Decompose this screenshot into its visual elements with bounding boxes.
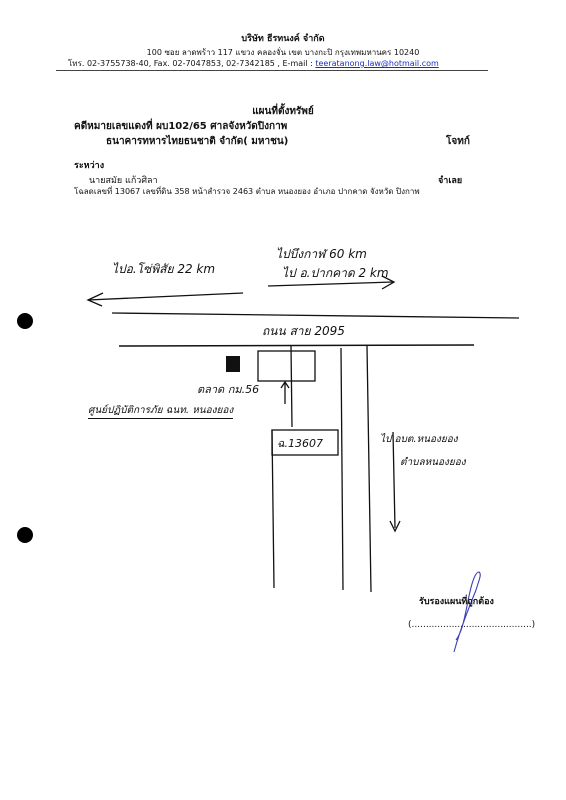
plaintiff-name: ธนาคารทหารไทยธนชาติ จำกัด( มหาชน) [106,136,289,147]
market-box [258,351,315,381]
email-link[interactable]: teeratanong.law@hotmail.com [315,59,439,68]
defendant-name: นายสมัย แก้วศิลา [89,176,158,186]
side-label-2: ตำบลหนองยอง [400,457,466,468]
company-name: บริษัท ธีรทนงค์ จำกัด [241,34,325,44]
contact-numbers: โทร. 02-3755738-40, Fax. 02-7047853, 02-7342185 , E-mail : [68,59,313,68]
parcel-boundary [272,430,274,588]
case-number: คดีหมายเลขแดงที่ ผบ102/65 ศาลจังหวัดปิงกาพ [74,121,288,132]
arrow-left-direction [88,293,243,300]
map-label-left: ไปอ.โซ่พิสัย 22 km [112,262,216,276]
plaintiff-role: โจทก์ [446,136,470,147]
upper-road-edge [112,313,519,318]
company-address: 100 ซอย ลาดพร้าว 117 แขวง คลองจั่น เขต บางกะปิ กรุงเทพมหานคร 10240 [146,48,420,57]
market-label: ตลาด กม.56 [197,383,260,396]
certify-label: รับรองแผนที่ถูกต้อง [419,597,494,607]
side-label-1: ไป อบต.หนองยอง [380,434,458,445]
defendant-role: จำเลย [438,176,463,186]
signature-mark [454,572,480,652]
punch-hole-bottom [17,527,33,543]
document-heading: แผนที่ตั้งทรัพย์ [252,106,314,117]
header-divider [56,70,488,71]
map-label-right-2: ไป อ.ปากคาด 2 km [282,266,389,280]
signature-line: (..........................................) [408,620,536,630]
deed-details: โฉลดเลขที่ 13067 เลขที่ดิน 358 หน้าสำรวจ 2463 ตำบล หนองยอง อำเภอ ปากคาด จังหวัด ปิงกาพ [74,187,420,196]
parcel-label: ฉ.13607 [277,437,323,450]
map-label-right-1: ไปบึงกาฬ 60 km [276,247,367,261]
side-road-right-edge [367,346,371,592]
between-label: ระหว่าง [74,161,105,171]
punch-hole-top [17,313,33,329]
side-road-left-edge [341,348,343,590]
road-label: ถนน สาย 2095 [262,324,345,338]
company-contact [68,57,439,70]
center-label: ศูนย์ปฏิบัติการภัย ฉนท. หนองยอง [88,403,233,419]
building-marker [226,356,240,372]
main-road-edge [119,345,474,346]
